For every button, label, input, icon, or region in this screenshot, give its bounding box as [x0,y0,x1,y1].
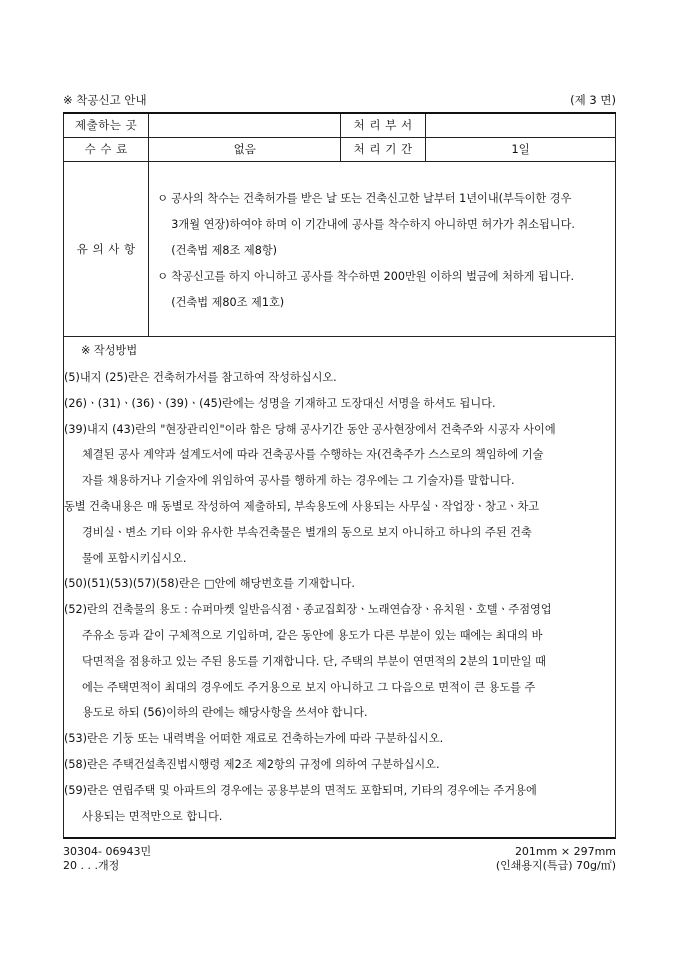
bullet-icon: ㅇ [157,269,169,283]
submit-place-label: 제출하는 곳 [64,113,149,137]
paper-spec: (인쇄용지(특급) 70g/㎡) [495,859,616,872]
processing-period-value: 1일 [426,137,616,161]
table-row [64,113,616,137]
info-table [63,112,616,337]
guide-line: (39)내지 (43)란의 "현장관리인"이라 함은 당해 공사기간 동안 공사현장에서 건축주와 시공자 사이에 [64,422,556,436]
guide-line: (53)란은 기둥 또는 내력벽을 어떠한 재료로 건축하는가에 따라 구분하십시오. [64,732,444,746]
guide-line: (58)란은 주택건설촉진법시행령 제2조 제2항의 규정에 의하여 구분하십시오. [64,757,440,771]
table-row [64,161,616,336]
revision-date: 20 . . .개정 [63,859,120,872]
paper-size: 201mm × 297mm [514,845,616,858]
guide-line: 에는 주택면적이 최대의 경우에도 주거용으로 보지 아니하고 그 다음으로 면적이 큰 용도를 주 [82,680,536,694]
processing-period-label: 처 리 기 간 [341,137,426,161]
guide-line: (50)(51)(53)(57)(58)란은 □안에 해당번호를 기재합니다. [64,577,355,591]
form-header [63,91,616,109]
guide-line: (59)란은 연립주택 및 아파트의 경우에는 공용부분의 면적도 포함되며, 기타의 경우에는 주거용에 [64,783,537,797]
guide-line: 체결된 공사 계약과 설계도서에 따라 건축공사를 수행하는 자(건축주가 스스로의 책임하에 기술 [82,448,544,462]
guide-line: 경비실ㆍ변소 기타 이와 유사한 부속건축물은 별개의 동으로 보지 아니하고 하나의 주된 건축 [82,525,532,539]
guide-line: 닥면적을 점용하고 있는 주된 용도를 기재합니다. 단, 주택의 부분이 연면적의 2분의 1미만일 때 [82,654,546,668]
guide-line: 자를 채용하거나 기술자에 위임하여 공사를 행하게 하는 경우에는 그 기술자)를 말합니다. [82,474,515,488]
notes-content [149,161,616,336]
guide-body [64,365,615,829]
fee-label: 수 수 료 [64,137,149,161]
bullet-icon: ㅇ [157,191,169,205]
writing-guide [63,335,616,839]
guide-line: 사용되는 면적만으로 합니다. [82,809,223,823]
footer-left [63,845,151,873]
table-row [64,137,616,161]
guide-title: ※ 작성방법 [81,344,138,357]
submit-place-value [149,113,341,137]
note-continuation: (건축법 제80조 제1호) [171,295,285,309]
guide-line: 주유소 등과 같이 구체적으로 기입하며, 같은 동안에 용도가 다른 부분이 있는 때에는 최대의 바 [82,628,543,642]
guide-line: (26)ㆍ(31)ㆍ(36)ㆍ(39)ㆍ(45)란에는 성명을 기재하고 도장대신 서명을 하셔도 됩니다. [64,396,496,410]
guide-line: (5)내지 (25)란은 건축허가서를 참고하여 작성하십시오. [64,371,337,384]
section-title: ※ 착공신고 안내 [63,93,147,107]
guide-line: (52)란의 건축물의 용도 : 슈퍼마켓 일반음식점ㆍ종교집회장ㆍ노래연습장ㆍ유치원ㆍ호텔ㆍ주점영업 [64,603,552,617]
guide-line: 용도로 하되 (56)이하의 란에는 해당사항을 쓰셔야 합니다. [82,706,368,720]
footer-right [496,845,616,873]
department-value [426,113,616,137]
note-item: ㅇ 착공신고를 하지 아니하고 공사를 착수하면 200만원 이하의 벌금에 처하게 됩니다. [157,264,605,290]
note-continuation: (건축법 제8조 제8항) [171,243,278,257]
note-continuation: 3개월 연장)하여야 하며 이 기간내에 공사를 착수하지 아니하면 허가가 취소됩니다. [171,217,575,231]
guide-line: 동별 건축내용은 매 동별로 작성하여 제출하되, 부속용도에 사용되는 사무실ㆍ작업장ㆍ창고ㆍ차고 [64,499,540,513]
form-number: 30304- 06943민 [63,845,152,858]
guide-line: 물에 포함시키십시오. [82,551,187,565]
note-item: ㅇ 공사의 착수는 건축허가를 받은 날 또는 건축신고한 날부터 1년이내(부득이한 경우 [157,186,605,212]
department-label: 처 리 부 서 [341,113,426,137]
fee-value: 없음 [149,137,341,161]
page-number: (제 3 면) [570,93,616,107]
notes-label: 유 의 사 항 [64,161,149,336]
